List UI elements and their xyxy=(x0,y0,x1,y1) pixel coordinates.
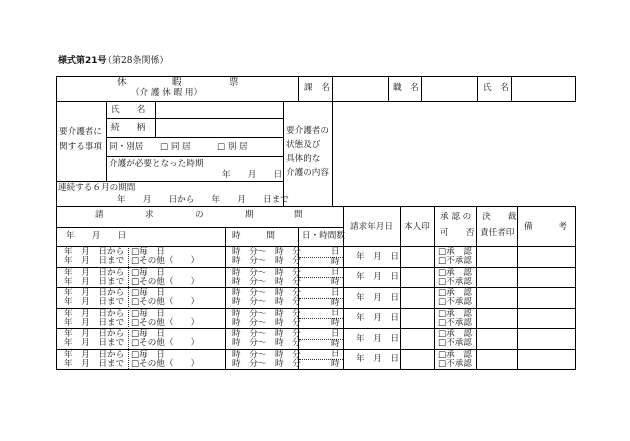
row-request-date[interactable]: 年 月 日 xyxy=(356,293,399,303)
row-date-to[interactable]: 年 月 日まで xyxy=(64,338,125,348)
row-approve-checkbox[interactable]: □承 認 xyxy=(438,288,472,298)
care-state-line2: 状態及び xyxy=(286,140,321,150)
row-daily-checkbox[interactable]: □毎 日 xyxy=(131,268,165,278)
residence-same-checkbox[interactable]: □ 同 居 xyxy=(160,142,191,152)
row-other-checkbox[interactable]: □その他（ ） xyxy=(131,338,200,348)
row-request-date[interactable]: 年 月 日 xyxy=(356,334,399,344)
row-date-from[interactable]: 年 月 日から xyxy=(64,268,125,278)
request-header-char-1: 請 xyxy=(95,210,104,220)
col-date-header: 年 月 日 xyxy=(66,231,127,241)
form-title-char-3: 票 xyxy=(229,77,239,88)
row-date-to[interactable]: 年 月 日まで xyxy=(64,359,125,369)
row-days[interactable]: 日 xyxy=(331,329,340,339)
row-time-line2[interactable]: 時 分～ 時 分 xyxy=(232,277,301,287)
row-reject-checkbox[interactable]: □不承認 xyxy=(438,338,472,348)
care-content-field[interactable] xyxy=(333,102,575,206)
name-field[interactable] xyxy=(512,77,574,100)
row-request-date[interactable]: 年 月 日 xyxy=(356,313,399,323)
col-hours-header: 日・時間数 xyxy=(302,231,345,241)
care-state-line3: 具体的な xyxy=(286,154,321,164)
row-request-date[interactable]: 年 月 日 xyxy=(356,252,399,262)
residence-separate-checkbox[interactable]: □ 別 居 xyxy=(217,142,248,152)
row-days[interactable]: 日 xyxy=(331,247,340,257)
row-hours[interactable]: 時 xyxy=(331,277,340,287)
row-time-line2[interactable]: 時 分～ 時 分 xyxy=(232,318,301,328)
row-other-checkbox[interactable]: □その他（ ） xyxy=(131,256,200,266)
form-title-char-1: 休 xyxy=(117,77,127,88)
row-days[interactable]: 日 xyxy=(331,349,340,359)
row-reject-checkbox[interactable]: □不承認 xyxy=(438,256,472,266)
name-label: 氏 名 xyxy=(483,83,509,93)
care-state-line4: 介護の内容 xyxy=(286,168,329,178)
row-approve-checkbox[interactable]: □承 認 xyxy=(438,247,472,257)
row-hours[interactable]: 時 xyxy=(331,257,340,267)
row-time-line1[interactable]: 時 分～ 時 分 xyxy=(232,329,301,339)
request-header-char-2: 求 xyxy=(145,210,154,220)
period-value[interactable]: 年 月 日から 年 月 日まで xyxy=(117,195,289,205)
row-time-line2[interactable]: 時 分～ 時 分 xyxy=(232,256,301,266)
period-label: 連続する６月の期間 xyxy=(58,183,136,193)
row-date-to[interactable]: 年 月 日まで xyxy=(64,256,125,266)
row-other-checkbox[interactable]: □その他（ ） xyxy=(131,277,200,287)
row-request-date[interactable]: 年 月 日 xyxy=(356,272,399,282)
row-days[interactable]: 日 xyxy=(331,267,340,277)
row-date-from[interactable]: 年 月 日から xyxy=(64,309,125,319)
col-time-header: 時 間 xyxy=(232,231,275,241)
care-relation-field[interactable] xyxy=(156,119,282,136)
request-header-char-5: 間 xyxy=(294,210,303,220)
care-residence-label: 同・別居 xyxy=(109,142,144,152)
row-days[interactable]: 日 xyxy=(331,308,340,318)
care-need-time-label: 介護が必要となった時期 xyxy=(109,159,204,169)
row-reject-checkbox[interactable]: □不承認 xyxy=(438,359,472,369)
request-header-char-4: 期 xyxy=(245,210,254,220)
position-label: 職 名 xyxy=(393,83,419,93)
col-seal-header: 本人印 xyxy=(404,222,430,232)
row-approve-checkbox[interactable]: □承 認 xyxy=(438,268,472,278)
row-daily-checkbox[interactable]: □毎 日 xyxy=(131,329,165,339)
row-daily-checkbox[interactable]: □毎 日 xyxy=(131,288,165,298)
row-date-from[interactable]: 年 月 日から xyxy=(64,329,125,339)
row-request-date[interactable]: 年 月 日 xyxy=(356,354,399,364)
row-daily-checkbox[interactable]: □毎 日 xyxy=(131,309,165,319)
row-approve-checkbox[interactable]: □承 認 xyxy=(438,329,472,339)
row-time-line1[interactable]: 時 分～ 時 分 xyxy=(232,309,301,319)
row-time-line2[interactable]: 時 分～ 時 分 xyxy=(232,297,301,307)
row-daily-checkbox[interactable]: □毎 日 xyxy=(131,350,165,360)
care-label-line2: 関する事項 xyxy=(59,142,102,152)
row-reject-checkbox[interactable]: □不承認 xyxy=(438,318,472,328)
row-time-line1[interactable]: 時 分～ 時 分 xyxy=(232,247,301,257)
row-time-line1[interactable]: 時 分～ 時 分 xyxy=(232,268,301,278)
care-relation-label: 続 柄 xyxy=(111,123,146,133)
request-header-char-3: の xyxy=(195,210,204,220)
form-number: 様式第21号 xyxy=(58,56,107,66)
care-need-time-date[interactable]: 年 月 日 xyxy=(222,170,283,180)
row-hours[interactable]: 時 xyxy=(331,359,340,369)
col-decision-header-line2: 責任者印 xyxy=(480,228,515,238)
row-date-to[interactable]: 年 月 日まで xyxy=(64,297,125,307)
row-days[interactable]: 日 xyxy=(331,288,340,298)
form-reference: （第28条関係） xyxy=(103,56,169,66)
row-date-to[interactable]: 年 月 日まで xyxy=(64,318,125,328)
col-decision-header-line1: 決 裁 xyxy=(482,212,517,222)
col-request-date-header: 請求年月日 xyxy=(350,222,393,232)
row-time-line2[interactable]: 時 分～ 時 分 xyxy=(232,359,301,369)
row-date-from[interactable]: 年 月 日から xyxy=(64,247,125,257)
row-approve-checkbox[interactable]: □承 認 xyxy=(438,350,472,360)
col-approval-header-line1: 承 認 の xyxy=(440,212,472,222)
section-field[interactable] xyxy=(333,77,387,100)
care-name-field[interactable] xyxy=(156,102,282,118)
position-field[interactable] xyxy=(422,77,476,100)
col-approval-header-line2: 可 否 xyxy=(440,228,475,238)
row-date-from[interactable]: 年 月 日から xyxy=(64,350,125,360)
row-other-checkbox[interactable]: □その他（ ） xyxy=(131,359,200,369)
section-label: 課 名 xyxy=(304,83,330,93)
row-date-from[interactable]: 年 月 日から xyxy=(64,288,125,298)
row-date-to[interactable]: 年 月 日まで xyxy=(64,277,125,287)
row-time-line1[interactable]: 時 分～ 時 分 xyxy=(232,288,301,298)
row-hours[interactable]: 時 xyxy=(331,339,340,349)
row-time-line1[interactable]: 時 分～ 時 分 xyxy=(232,350,301,360)
row-hours[interactable]: 時 xyxy=(331,298,340,308)
row-hours[interactable]: 時 xyxy=(331,318,340,328)
care-name-label: 氏 名 xyxy=(111,105,146,115)
row-reject-checkbox[interactable]: □不承認 xyxy=(438,277,472,287)
col-remarks-header: 備 考 xyxy=(524,222,567,232)
row-daily-checkbox[interactable]: □毎 日 xyxy=(131,247,165,257)
form-subtitle: （介 護 休 暇 用） xyxy=(131,88,203,98)
care-state-line1: 要介護者の xyxy=(286,126,329,136)
form-title-char-2: 暇 xyxy=(172,77,182,88)
row-approve-checkbox[interactable]: □承 認 xyxy=(438,309,472,319)
care-label-line1: 要介護者に xyxy=(59,127,102,137)
row-other-checkbox[interactable]: □その他（ ） xyxy=(131,297,200,307)
row-other-checkbox[interactable]: □その他（ ） xyxy=(131,318,200,328)
row-reject-checkbox[interactable]: □不承認 xyxy=(438,297,472,307)
row-time-line2[interactable]: 時 分～ 時 分 xyxy=(232,338,301,348)
